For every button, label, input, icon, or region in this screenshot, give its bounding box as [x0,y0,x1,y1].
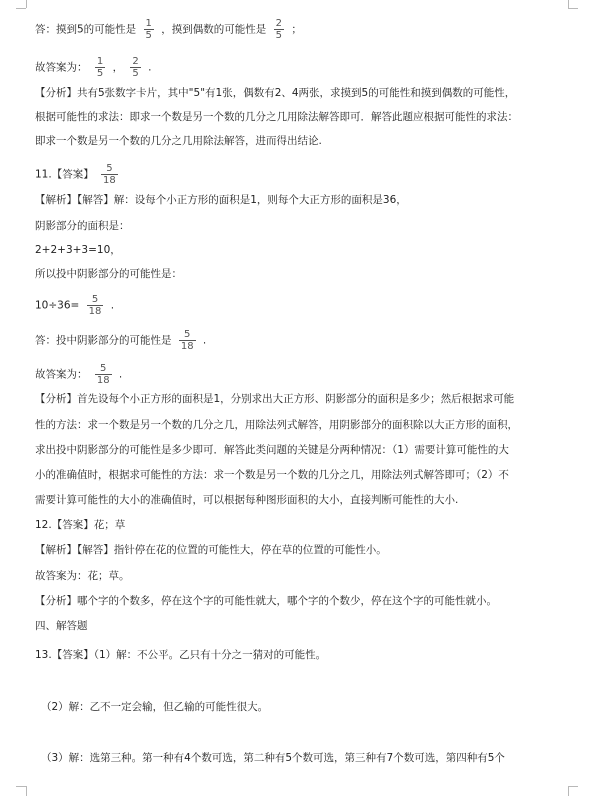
fraction-denominator: 5 [96,68,104,79]
answer-line-q13-3: （3）解：选第三种。第一种有4个数可选，第二种有5个数可选，第三种有7个数可选，第四种有5个 [41,752,505,764]
fraction-numerator: 5 [106,163,113,174]
fraction [87,294,104,317]
fraction-denominator: 18 [96,375,110,386]
answer-text: 答：投中阴影部分的可能性是 [35,334,172,347]
fraction-numerator: 2 [132,56,139,67]
fraction-numerator: 5 [184,329,191,340]
question-12-answer: 12.【答案】花；草 [35,519,126,531]
analysis-line: 需要计算可能性的大小的准确值时，可以根据每种图形面积的大小，直接判断可能性的大小. [35,494,459,506]
crop-mark-top-right [568,8,578,9]
fraction [95,363,112,386]
solution-line: 【解析】【解答】指针停在花的位置的可能性大，停在草的位置的可能性小。 [35,544,387,556]
crop-mark-bottom-right [568,786,569,796]
crop-mark-bottom-left [26,786,27,796]
fraction-denominator: 5 [145,30,152,41]
analysis-line: 【分析】首先设每个小正方形的面积是1，分别求出大正方形、阴影部分的面积是多少；然后根据求可能 [35,393,515,405]
section-heading: 四、解答题 [35,620,88,632]
answer-text: . [148,61,152,74]
fraction-numerator: 5 [100,363,107,374]
answer-text: （1）解：不公平。乙只有十分之一猜对的可能性。 [93,649,327,661]
answer-line-q13-2: （2）解：乙不一定会输，但乙输的可能性很大。 [41,701,269,713]
analysis-line: 根据可能性的求法：即求一个数是另一个数的几分之几用除法解答即可．解答此题应根据可能性的求法： [35,111,518,123]
answer-text: . [202,334,207,347]
analysis-line: 【分析】哪个字的个数多，停在这个字的可能性就大，哪个字的个数少，停在这个字的可能性就小。 [35,595,497,607]
question-13-answer [35,648,326,662]
solution-line: 【解析】【解答】解：设每个小正方形的面积是1，则每个大正方形的面积是36， [35,194,407,206]
question-11-answer [35,163,122,186]
final-answer-q12: 故答案为：花；草。 [35,570,130,582]
answer-text: 答：摸到5的可能性是 [35,23,137,36]
fraction-denominator: 18 [103,175,116,186]
solution-line: 所以投中阴影部分的可能性是： [35,268,182,280]
fraction-numerator: 1 [96,56,104,67]
crop-mark-bottom-right [568,786,578,787]
answer-text: 故答案为： [35,368,88,381]
fraction [95,56,105,79]
fraction [144,18,154,41]
answer-line-q10 [35,18,302,41]
answer-text: 故答案为： [35,61,88,74]
analysis-line: 即求一个数是另一个数的几分之几用除法解答，进而得出结论. [35,135,322,147]
analysis-line: 小的准确值时，根据求可能性的方法：求一个数是另一个数的几分之几，用除法列式解答即可；（2）不 [35,469,509,481]
fraction [101,163,118,186]
analysis-line: 性的方法：求一个数是另一个数的几分之几，用除法列式解答，用阴影部分的面积除以大正方形的面积， [35,419,518,431]
crop-mark-bottom-left [16,786,26,787]
calculation-line [35,294,114,317]
answer-text: ； [291,23,302,36]
fraction [274,18,284,41]
calc-text: . [110,299,115,312]
fraction-denominator: 5 [275,30,282,41]
fraction [179,329,196,352]
fraction-denominator: 18 [88,306,102,317]
solution-line: 阴影部分的面积是： [35,220,130,232]
fraction [130,56,140,79]
fraction-numerator: 5 [91,294,99,305]
fraction-denominator: 18 [180,341,194,352]
fraction-denominator: 5 [132,68,139,79]
question-label: 13.【答案】 [35,649,94,661]
answer-text: . [118,368,123,381]
fraction-numerator: 2 [275,18,282,29]
question-label: 11.【答案】 [35,168,94,181]
crop-mark-top-left [26,0,27,8]
solution-line: 2+2+3+3=10， [35,244,121,256]
analysis-line: 【分析】共有5张数字卡片，其中"5"有1张，偶数有2、4两张，求摸到5的可能性和摸到偶数的可能性， [35,87,516,99]
final-answer-q11 [35,363,122,386]
final-answer-q10 [35,56,151,79]
answer-line-q11 [35,329,206,352]
crop-mark-top-left [16,8,26,9]
calc-text: 10÷36= [35,299,80,312]
analysis-line: 求出投中阴影部分的可能性是多少即可．解答此类问题的关键是分两种情况：（1）需要计算可能性的大 [35,444,509,456]
separator: ， [112,61,124,74]
fraction-numerator: 1 [145,18,152,29]
answer-text: ，摸到偶数的可能性是 [161,23,267,36]
crop-mark-top-right [568,0,569,8]
